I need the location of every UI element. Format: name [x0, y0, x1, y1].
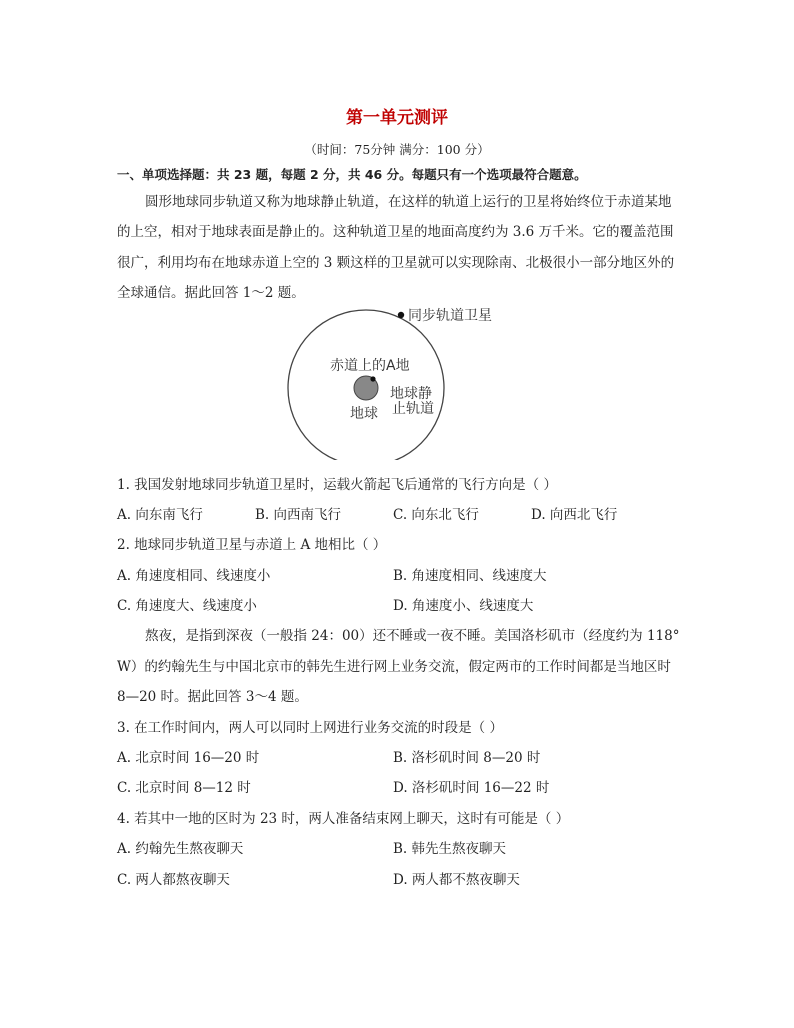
section-heading: 一、单项选择题：共 23 题，每题 2 分，共 46 分。每题只有一个选项最符合题意。 — [117, 167, 587, 182]
orbit-label-line1: 地球静 — [390, 386, 432, 402]
exam-info: （时间：75分钟 满分：100 分） — [304, 142, 490, 157]
q4-option-b: B. 韩先生熬夜聊天 — [393, 841, 507, 857]
q1-option-d: D. 向西北飞行 — [531, 507, 618, 523]
question-1-stem: 1. 我国发射地球同步轨道卫星时，运载火箭起飞后通常的飞行方向是（ ） — [117, 477, 557, 493]
passage-line: 8—20 时。据此回答 3～4 题。 — [117, 689, 308, 705]
orbit-diagram — [280, 300, 520, 460]
passage-line: 很广，利用均布在地球赤道上空的 3 颗这样的卫星就可以实现除南、北极很小一部分地区外的 — [117, 255, 675, 271]
q3-option-c: C. 北京时间 8—12 时 — [117, 780, 251, 796]
passage-line: 的上空，相对于地球表面是静止的。这种轨道卫星的地面高度约为 3.6 万千米。它的覆盖范围 — [117, 224, 674, 240]
question-3-stem: 3. 在工作时间内，两人可以同时上网进行业务交流的时段是（ ） — [117, 720, 503, 736]
q3-option-b: B. 洛杉矶时间 8—20 时 — [393, 750, 541, 766]
orbit-label-line2: 止轨道 — [392, 401, 434, 417]
passage-line: 圆形地球同步轨道又称为地球静止轨道，在这样的轨道上运行的卫星将始终位于赤道某地 — [145, 194, 672, 210]
q2-option-d: D. 角速度小、线速度大 — [393, 598, 534, 614]
q3-option-a: A. 北京时间 16—20 时 — [117, 750, 260, 766]
satellite-dot — [398, 312, 404, 318]
passage-line: 全球通信。据此回答 1～2 题。 — [117, 285, 305, 301]
question-4-stem: 4. 若其中一地的区时为 23 时，两人准备结束网上聊天，这时有可能是（ ） — [117, 811, 570, 827]
page-title: 第一单元测评 — [346, 108, 448, 128]
passage-line: 熬夜，是指到深夜（一般指 24：00）还不睡或一夜不睡。美国洛杉矶市（经度约为 118° — [145, 628, 680, 644]
point-a-dot — [370, 376, 375, 381]
q1-option-c: C. 向东北飞行 — [393, 507, 479, 523]
q2-option-b: B. 角速度相同、线速度大 — [393, 568, 547, 584]
question-2-stem: 2. 地球同步轨道卫星与赤道上 A 地相比（ ） — [117, 537, 387, 553]
point-a-label: 赤道上的A地 — [330, 358, 410, 374]
q3-option-d: D. 洛杉矶时间 16—22 时 — [393, 780, 550, 796]
q4-option-c: C. 两人都熬夜聊天 — [117, 872, 230, 888]
q1-option-b: B. 向西南飞行 — [255, 507, 342, 523]
satellite-label: 同步轨道卫星 — [408, 308, 492, 324]
q2-option-a: A. 角速度相同、线速度小 — [117, 568, 271, 584]
earth-label: 地球 — [350, 406, 378, 422]
q1-option-a: A. 向东南飞行 — [117, 507, 203, 523]
q4-option-a: A. 约翰先生熬夜聊天 — [117, 841, 244, 857]
q2-option-c: C. 角速度大、线速度小 — [117, 598, 257, 614]
q4-option-d: D. 两人都不熬夜聊天 — [393, 872, 520, 888]
passage-line: W）的约翰先生与中国北京市的韩先生进行网上业务交流，假定两市的工作时间都是当地区时 — [117, 659, 671, 675]
